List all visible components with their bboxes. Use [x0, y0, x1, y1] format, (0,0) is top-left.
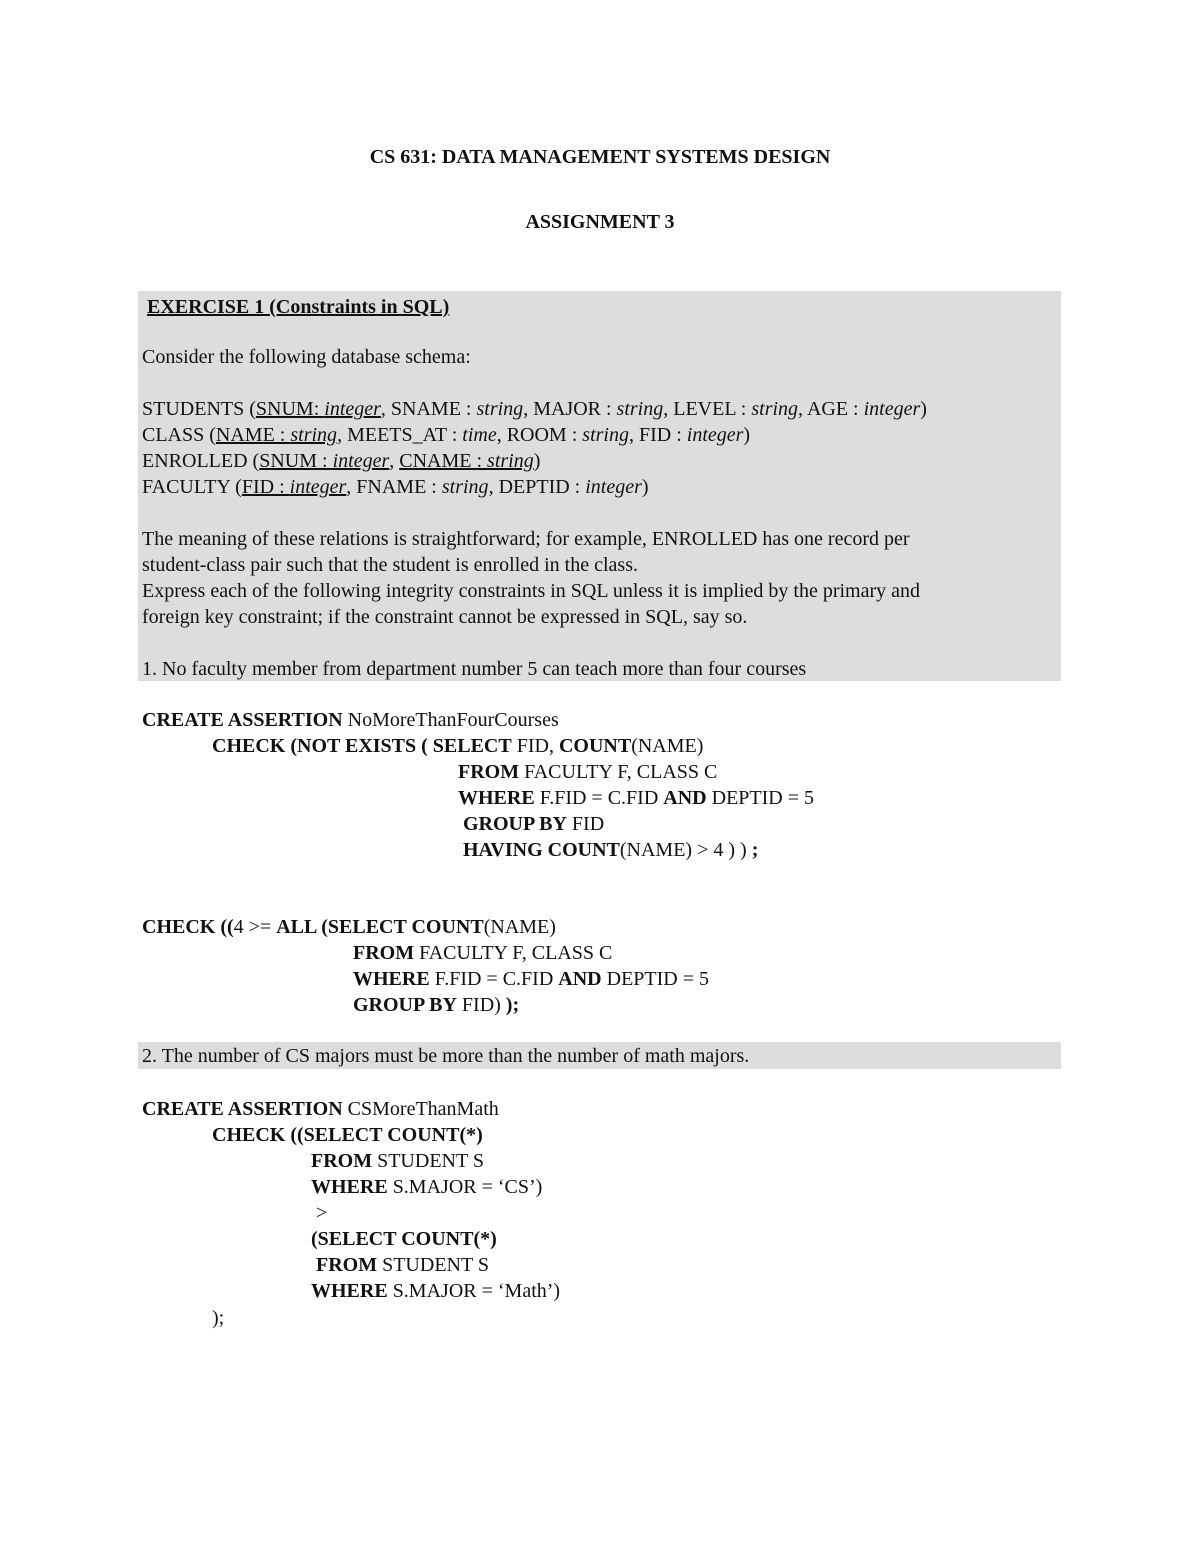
exercise-heading: EXERCISE 1 (Constraints in SQL) [147, 296, 450, 318]
sql-line: CHECK (NOT EXISTS ( SELECT FID, COUNT(NAME) [212, 735, 704, 757]
exercise-intro: Consider the following database schema: [142, 346, 471, 368]
key-attr: SNUM : integer [259, 450, 390, 472]
course-title: CS 631: DATA MANAGEMENT SYSTEMS DESIGN [369, 146, 831, 168]
sql-line: FROM STUDENT S [311, 1150, 484, 1172]
sql-line: FROM FACULTY F, CLASS C [353, 942, 613, 964]
schema-class: CLASS (NAME : string, MEETS_AT : time, ROOM : string, FID : integer) [142, 424, 751, 446]
sql-line: WHERE S.MAJOR = ‘CS’) [311, 1176, 543, 1198]
sql-line: FROM FACULTY F, CLASS C [458, 761, 718, 783]
schema-enrolled: ENROLLED (SNUM : integer, CNAME : string) [142, 450, 541, 472]
sql-line: > [316, 1202, 328, 1224]
question-2: 2. The number of CS majors must be more than the number of math majors. [142, 1045, 750, 1067]
key-attr: CNAME : string [399, 450, 534, 472]
description-line: Express each of the following integrity constraints in SQL unless it is implied by the primary and [142, 580, 921, 602]
sql-line: ); [212, 1307, 225, 1329]
schema-faculty: FACULTY (FID : integer, FNAME : string, DEPTID : integer) [142, 476, 649, 498]
description-line: student-class pair such that the student is enrolled in the class. [142, 554, 638, 576]
sql-line: CREATE ASSERTION NoMoreThanFourCourses [142, 709, 559, 731]
sql-line: GROUP BY FID [463, 813, 605, 835]
sql-line: WHERE S.MAJOR = ‘Math’) [311, 1280, 561, 1302]
key-attr: NAME : string [215, 424, 338, 446]
sql-line: GROUP BY FID) ); [353, 994, 520, 1016]
assignment-title: ASSIGNMENT 3 [525, 211, 675, 233]
description-line: The meaning of these relations is straightforward; for example, ENROLLED has one record per [142, 528, 910, 550]
sql-line: (SELECT COUNT(*) [311, 1228, 497, 1250]
question-1: 1. No faculty member from department number 5 can teach more than four courses [142, 658, 807, 680]
sql-line: CHECK ((4 >= ALL (SELECT COUNT(NAME) [142, 916, 556, 938]
sql-line: CREATE ASSERTION CSMoreThanMath [142, 1098, 499, 1120]
key-attr: SNUM: integer [255, 398, 381, 420]
sql-line: HAVING COUNT(NAME) > 4 ) ) ; [463, 839, 759, 861]
sql-line: WHERE F.FID = C.FID AND DEPTID = 5 [458, 787, 815, 809]
description-line: foreign key constraint; if the constraint cannot be expressed in SQL, say so. [142, 606, 748, 628]
sql-line: CHECK ((SELECT COUNT(*) [212, 1124, 483, 1146]
schema-students: STUDENTS (SNUM: integer, SNAME : string, MAJOR : string, LEVEL : string, AGE : integer) [142, 398, 927, 420]
sql-line: WHERE F.FID = C.FID AND DEPTID = 5 [353, 968, 710, 990]
key-attr: FID : integer [241, 476, 347, 498]
sql-line: FROM STUDENT S [316, 1254, 489, 1276]
